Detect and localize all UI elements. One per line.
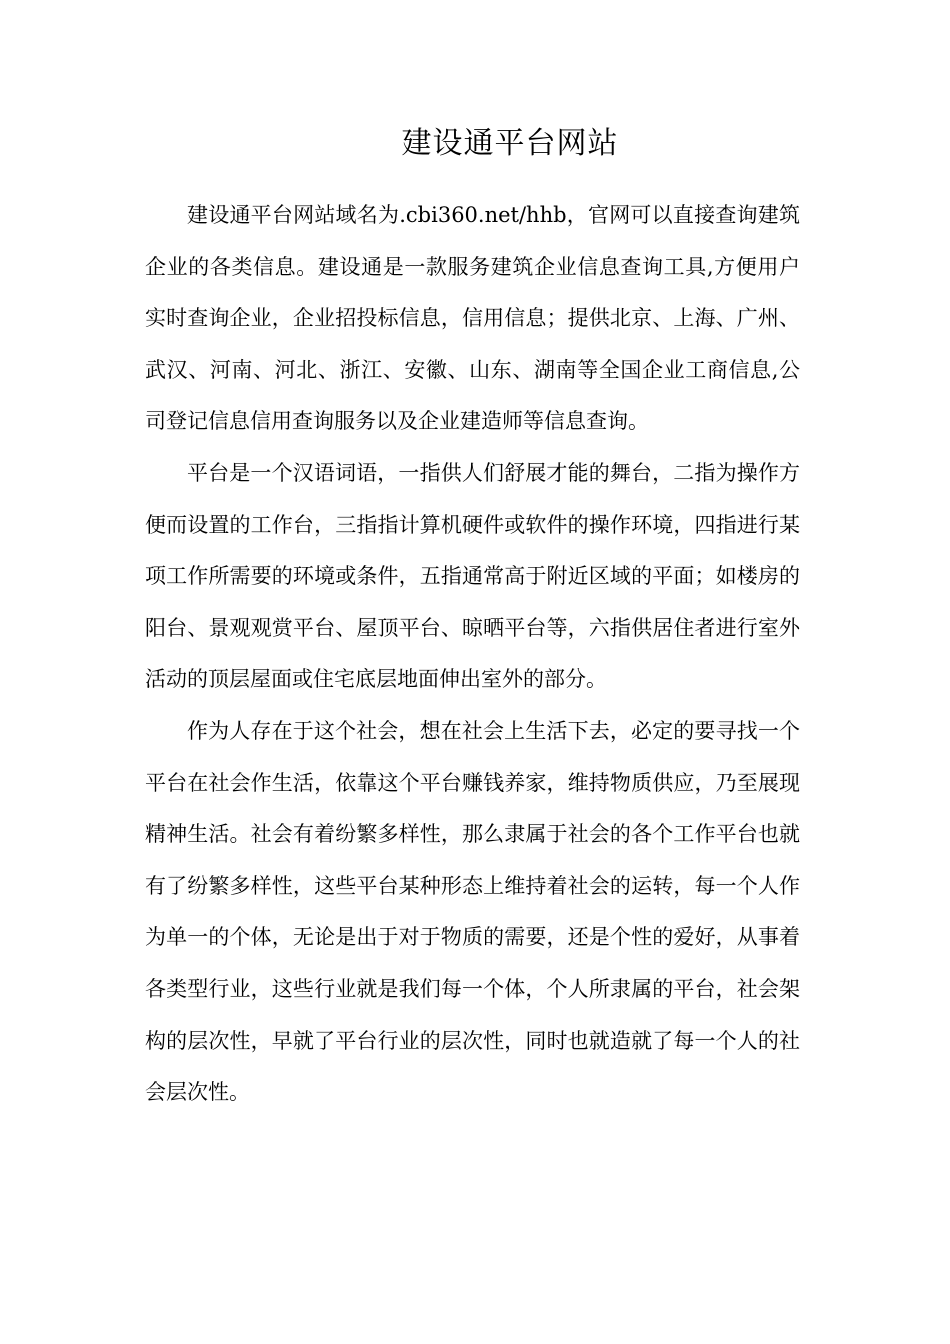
paragraph-1: 建设通平台网站域名为.cbi360.net/hhb，官网可以直接查询建筑企业的各类信息。建设通是一款服务建筑企业信息查询工具,方便用户实时查询企业，企业招投标信息，信用信息；提供北京、上海、广州、武汉、河南、河北、浙江、安徽、山东、湖南等全国企业工商信息,公司登记信息信用查询服务以及企业建造师等信息查询。 [145, 203, 800, 434]
document-title: 建设通平台网站 [401, 126, 619, 161]
paragraph-3: 作为人存在于这个社会，想在社会上生活下去，必定的要寻找一个平台在社会作生活，依靠这个平台赚钱养家，维持物质供应，乃至展现精神生活。社会有着纷繁多样性，那么隶属于社会的各个工作平台也就有了纷繁多样性，这些平台某种形态上维持着社会的运转，每一个人作为单一的个体，无论是出于对于物质的需要，还是个性的爱好，从事着各类型行业，这些行业就是我们每一个体，个人所隶属的平台，社会架构的层次性，早就了平台行业的层次性，同时也就造就了每一个人的社会层次性。 [145, 718, 800, 1105]
document-body [145, 190, 800, 1119]
paragraph-2: 平台是一个汉语词语，一指供人们舒展才能的舞台，二指为操作方便而设置的工作台，三指指计算机硬件或软件的操作环境，四指进行某项工作所需要的环境或条件，五指通常高于附近区域的平面；如楼房的阳台、景观观赏平台、屋顶平台、晾晒平台等，六指供居住者进行室外活动的顶层屋面或住宅底层地面伸出室外的部分。 [145, 460, 800, 692]
